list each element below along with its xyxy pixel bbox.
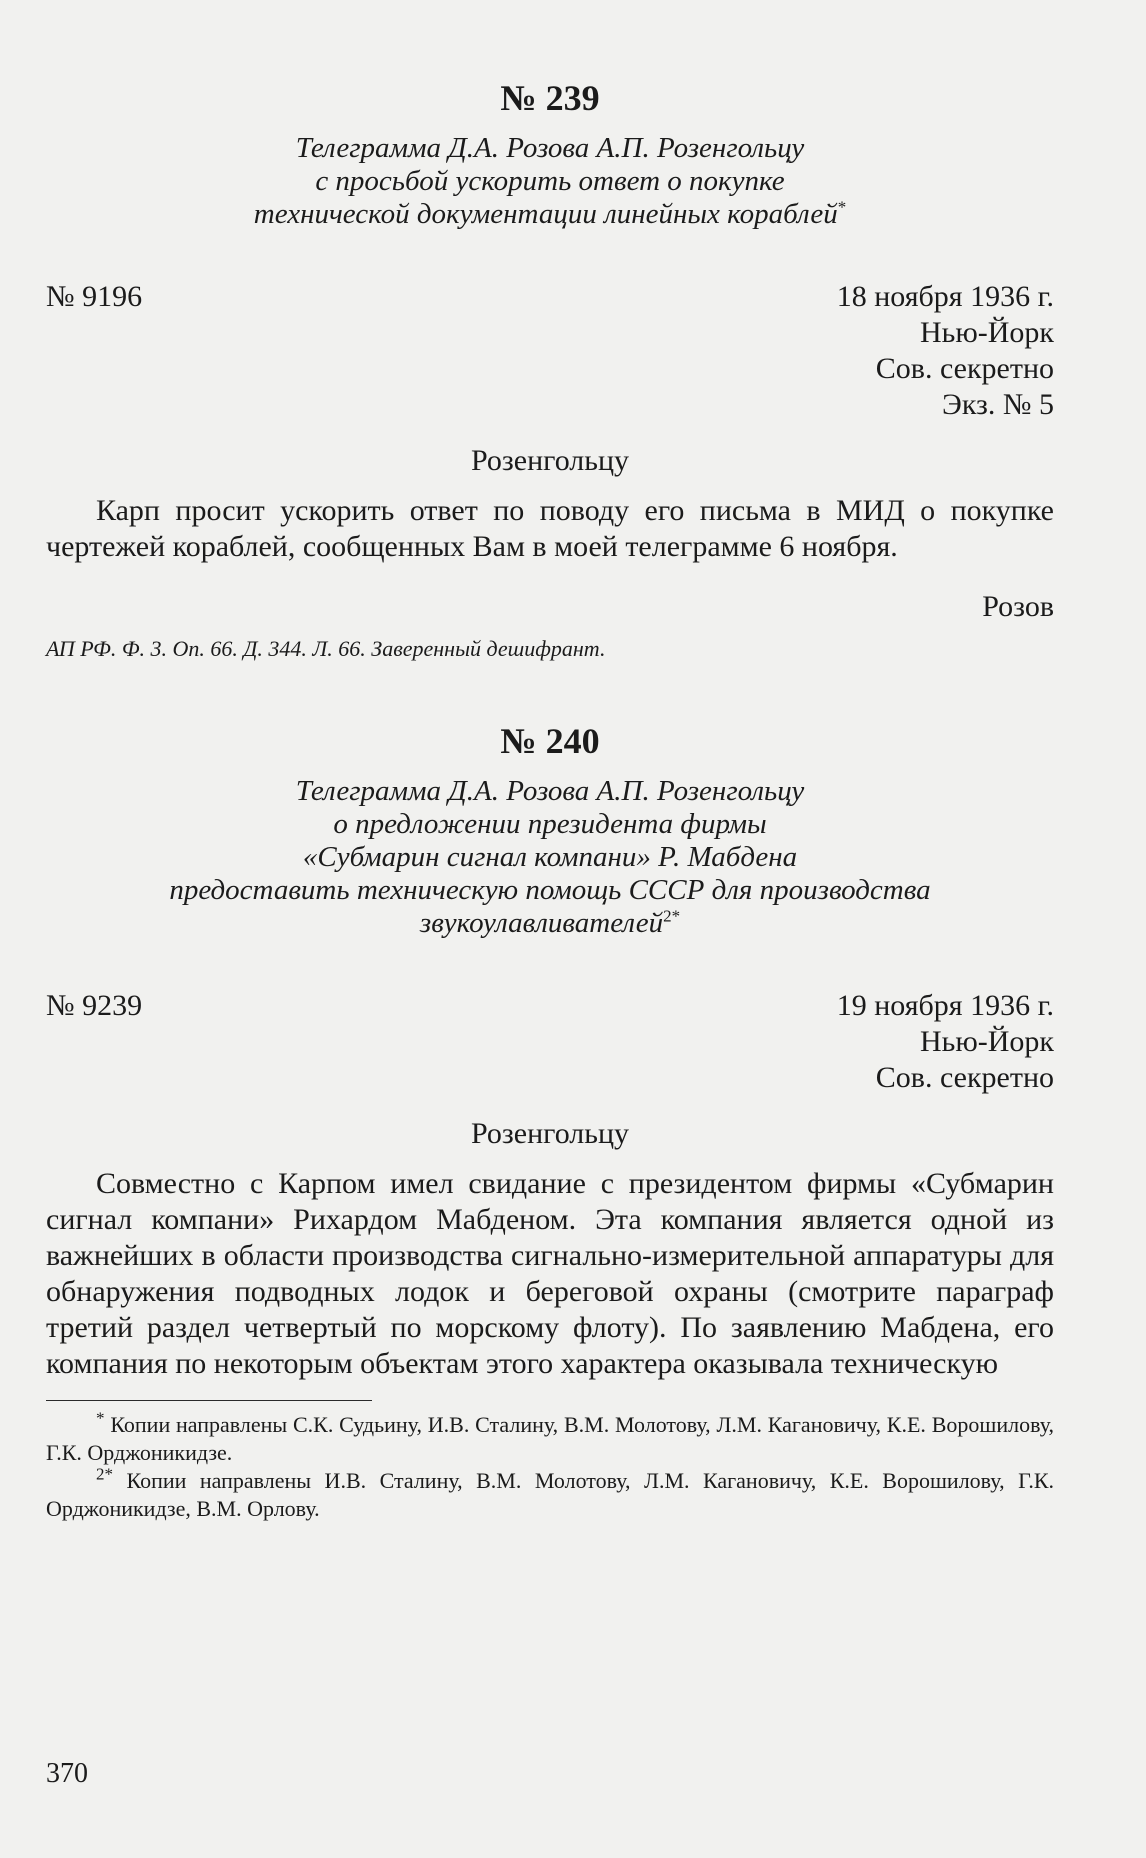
page-content bbox=[46, 78, 1054, 1523]
document-body: Совместно с Карпом имел свидание с президентом фирмы «Субмарин сигнал компани» Рихардом Мабденом. Эта компания является одной из важнейших в области производства сигнально-измерительной аппаратуры для обнаружения подводных лодок и береговой охраны (смотрите параграф третий раздел четвертый по морскому флоту). По заявлению Мабдена, его компания по некоторым объектам этого характера оказывала техническую bbox=[46, 1167, 1054, 1380]
document-date: 18 ноября 1936 г. bbox=[836, 280, 1054, 313]
document-240 bbox=[46, 721, 1054, 1382]
footnote-text: Копии направлены И.В. Сталину, В.М. Молотову, Л.М. Кагановичу, К.Е. Ворошилову, Г.К. Орджоникидзе, В.М. Орлову. bbox=[46, 1468, 1055, 1521]
registration-row bbox=[46, 279, 1054, 315]
footnote-mark: 2* bbox=[663, 906, 681, 926]
document-number: № 240 bbox=[500, 721, 600, 761]
signature: Розов bbox=[982, 590, 1054, 623]
title-line bbox=[46, 198, 1054, 231]
title-line: Телеграмма Д.А. Розова А.П. Розенгольцу bbox=[295, 132, 805, 164]
footnote bbox=[46, 1464, 1055, 1523]
title-line: «Субмарин сигнал компани» Р. Мабдена bbox=[302, 841, 798, 873]
archive-reference: АП РФ. Ф. 3. Оп. 66. Д. 344. Л. 66. Заверенный дешифрант. bbox=[46, 636, 606, 661]
footnote-mark: * bbox=[837, 197, 847, 217]
footnote-mark: 2* bbox=[96, 1464, 113, 1484]
title-line: о предложении президента фирмы bbox=[333, 808, 767, 840]
footnote bbox=[46, 1408, 1055, 1467]
title-line-text: технической документации линейных кораблей bbox=[253, 198, 838, 230]
registration-row bbox=[46, 988, 1054, 1024]
registration-number: № 9239 bbox=[46, 989, 143, 1022]
title-line: предоставить техническую помощь СССР для производства bbox=[169, 874, 931, 906]
document-239 bbox=[46, 78, 1054, 663]
page-number: 370 bbox=[46, 1758, 88, 1789]
footnote-mark: * bbox=[96, 1408, 105, 1428]
copy-number: Экз. № 5 bbox=[942, 388, 1054, 421]
footnote-text: Копии направлены С.К. Судьину, И.В. Сталину, В.М. Молотову, Л.М. Кагановичу, К.Е. Ворошилову, Г.К. Орджоникидзе. bbox=[46, 1412, 1055, 1465]
classification-stamp: Сов. секретно bbox=[875, 352, 1054, 385]
document-body: Карп просит ускорить ответ по поводу его письма в МИД о покупке чертежей кораблей, сообщенных Вам в моей телеграмме 6 ноября. bbox=[46, 494, 1054, 563]
document-title bbox=[46, 132, 1054, 231]
document-number: № 239 bbox=[500, 78, 600, 118]
title-line: Телеграмма Д.А. Розова А.П. Розенгольцу bbox=[295, 775, 805, 807]
document-date: 19 ноября 1936 г. bbox=[836, 989, 1054, 1022]
footnote-separator bbox=[46, 1400, 372, 1401]
document-place: Нью-Йорк bbox=[920, 316, 1054, 349]
document-place: Нью-Йорк bbox=[920, 1025, 1054, 1058]
title-line: с просьбой ускорить ответ о покупке bbox=[315, 165, 785, 197]
title-line bbox=[46, 907, 1054, 940]
classification-stamp: Сов. секретно bbox=[875, 1061, 1054, 1094]
document-title bbox=[46, 775, 1054, 940]
addressee: Розенгольцу bbox=[470, 444, 630, 477]
title-line-text: звукоулавливателей bbox=[419, 907, 664, 939]
addressee: Розенгольцу bbox=[470, 1117, 630, 1150]
footnotes bbox=[46, 1408, 1055, 1523]
registration-number: № 9196 bbox=[46, 280, 143, 313]
